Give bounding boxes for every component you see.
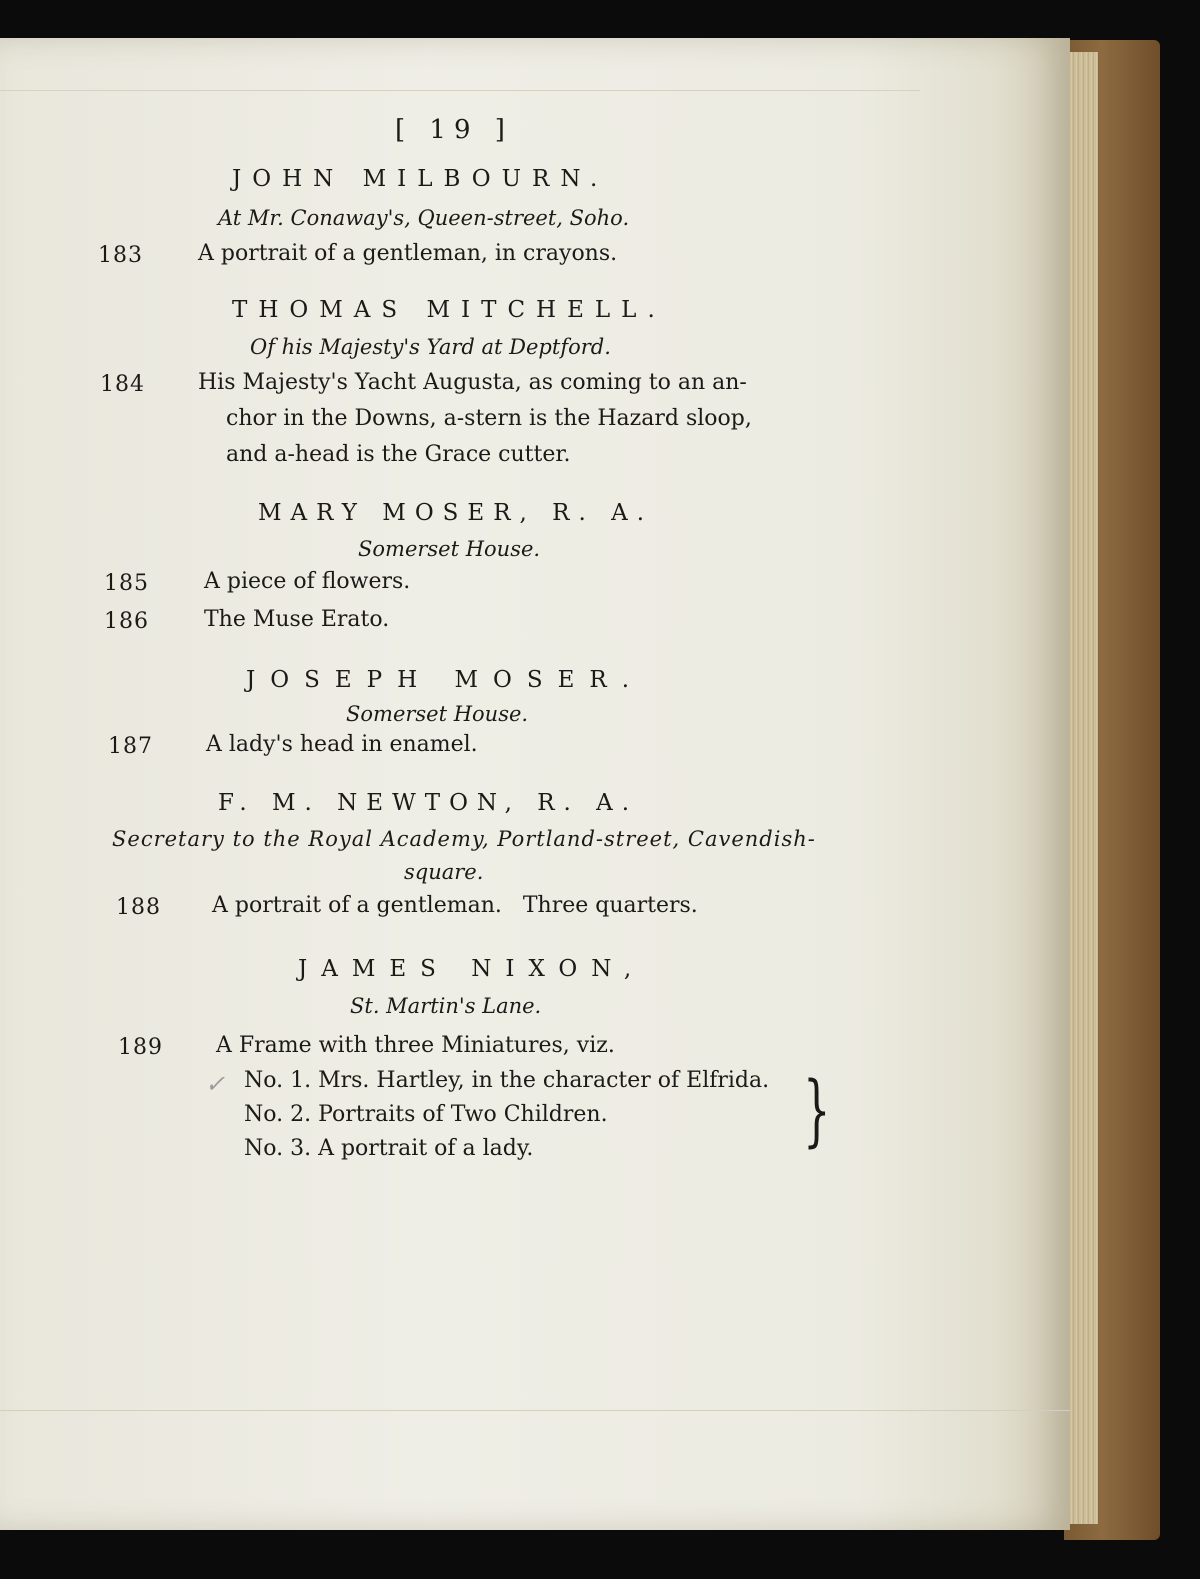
artist-address: St. Martin's Lane. bbox=[350, 994, 542, 1018]
artist-name: JOHN MILBOURN. bbox=[232, 166, 609, 192]
artist-address: At Mr. Conaway's, Queen-street, Soho. bbox=[218, 206, 630, 230]
sub-item-text: No. 3. A portrait of a lady. bbox=[244, 1136, 534, 1161]
artist-address: Somerset House. bbox=[358, 537, 541, 561]
artist-name: F. M. NEWTON, R. A. bbox=[218, 790, 639, 816]
sub-item-text: No. 1. Mrs. Hartley, in the character of Elfrida. bbox=[244, 1068, 770, 1093]
page-top-strip bbox=[0, 38, 920, 91]
item-text: The Muse Erato. bbox=[204, 607, 390, 632]
artist-address: Secretary to the Royal Academy, Portland-street, Cavendish- bbox=[112, 827, 816, 851]
artist-name: THOMAS MITCHELL. bbox=[232, 297, 666, 323]
item-number: 187 bbox=[108, 734, 153, 759]
page-number-header: [ 19 ] bbox=[395, 115, 513, 145]
item-text: A portrait of a gentleman, in crayons. bbox=[198, 241, 618, 266]
item-text: chor in the Downs, a-stern is the Hazard sloop, bbox=[226, 406, 752, 431]
item-text: A piece of flowers. bbox=[204, 569, 411, 594]
item-text: A Frame with three Miniatures, viz. bbox=[216, 1033, 615, 1058]
sub-item-text: No. 2. Portraits of Two Children. bbox=[244, 1102, 608, 1127]
item-number: 184 bbox=[100, 372, 145, 397]
bracket-mark: } bbox=[803, 1066, 831, 1156]
artist-name: JOSEPH MOSER. bbox=[246, 667, 645, 693]
artist-address: Of his Majesty's Yard at Deptford. bbox=[250, 335, 611, 359]
artist-name: JAMES NIXON, bbox=[298, 956, 646, 982]
handwritten-tick-mark: ✓ bbox=[205, 1070, 226, 1098]
item-text: A portrait of a gentleman. Three quarters. bbox=[212, 893, 698, 918]
item-number: 189 bbox=[118, 1035, 163, 1060]
item-text: and a-head is the Grace cutter. bbox=[226, 442, 571, 467]
item-number: 188 bbox=[116, 895, 161, 920]
item-number: 183 bbox=[98, 243, 143, 268]
page-bottom-strip bbox=[0, 1410, 1070, 1411]
artist-address: Somerset House. bbox=[346, 702, 529, 726]
artist-address: square. bbox=[404, 860, 484, 884]
item-text: His Majesty's Yacht Augusta, as coming to an an- bbox=[198, 370, 747, 395]
artist-name: MARY MOSER, R. A. bbox=[258, 500, 654, 526]
item-text: A lady's head in enamel. bbox=[206, 732, 478, 757]
item-number: 186 bbox=[104, 609, 149, 634]
item-number: 185 bbox=[104, 571, 149, 596]
